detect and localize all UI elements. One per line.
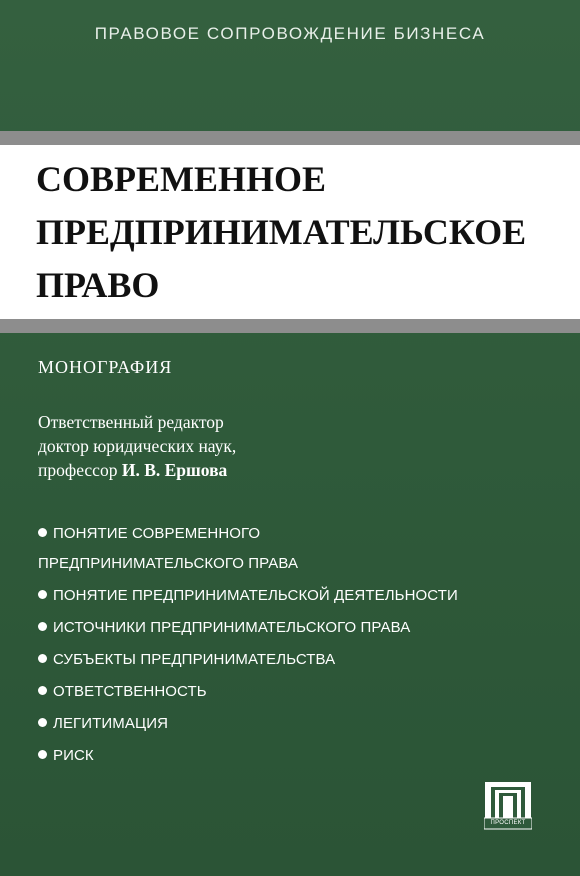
topic-label: ЛЕГИТИМАЦИЯ: [53, 715, 169, 732]
topic-item: [38, 518, 558, 550]
topic-item: [38, 644, 558, 676]
bullet-icon: [38, 622, 47, 631]
topic-item-continuation: [38, 548, 558, 580]
editor-line-3: [38, 458, 236, 482]
bullet-icon: [38, 654, 47, 663]
bullet-icon: [38, 528, 47, 537]
topics-list: [38, 518, 558, 772]
topic-label: ПОНЯТИЕ ПРЕДПРИНИМАТЕЛЬСКОЙ ДЕЯТЕЛЬНОСТИ: [53, 587, 458, 604]
bullet-icon: [38, 590, 47, 599]
editor-line-2: доктор юридических наук,: [38, 436, 237, 456]
publisher-name: ПРОСПЕКТ: [490, 820, 526, 826]
bullet-icon: [38, 750, 47, 759]
topic-item: [38, 612, 558, 644]
book-title: [36, 153, 556, 312]
topic-label: СУБЪЕКТЫ ПРЕДПРИНИМАТЕЛЬСТВА: [53, 651, 336, 668]
genre-label: МОНОГРАФИЯ: [38, 357, 173, 377]
bullet-icon: [38, 686, 47, 695]
topic-label: РИСК: [53, 747, 94, 764]
book-title-line-3: ПРАВО: [36, 265, 160, 305]
topic-item: [38, 740, 558, 772]
book-title-line-2: ПРЕДПРИНИМАТЕЛЬСКОЕ: [36, 212, 527, 252]
gray-stripe-top: [0, 131, 580, 145]
editor-line-1: Ответственный редактор: [38, 412, 224, 432]
gray-stripe-bottom: [0, 319, 580, 333]
bullet-icon: [38, 718, 47, 727]
topic-item: [38, 676, 558, 708]
editor-name: И. В. Ершова: [121, 460, 228, 480]
topic-label: ПОНЯТИЕ СОВРЕМЕННОГО: [53, 525, 261, 542]
series-title: ПРАВОВОЕ СОПРОВОЖДЕНИЕ БИЗНЕСА: [94, 24, 486, 43]
topic-label: ПРЕДПРИНИМАТЕЛЬСКОГО ПРАВА: [38, 555, 299, 572]
book-title-line-1: СОВРЕМЕННОЕ: [36, 159, 327, 199]
editor-title: профессор: [38, 460, 118, 480]
topic-item: [38, 708, 558, 740]
topic-label: ИСТОЧНИКИ ПРЕДПРИНИМАТЕЛЬСКОГО ПРАВА: [53, 619, 411, 636]
editor-block: [38, 410, 236, 482]
topic-label: ОТВЕТСТВЕННОСТЬ: [53, 683, 207, 700]
topic-item: [38, 580, 558, 612]
